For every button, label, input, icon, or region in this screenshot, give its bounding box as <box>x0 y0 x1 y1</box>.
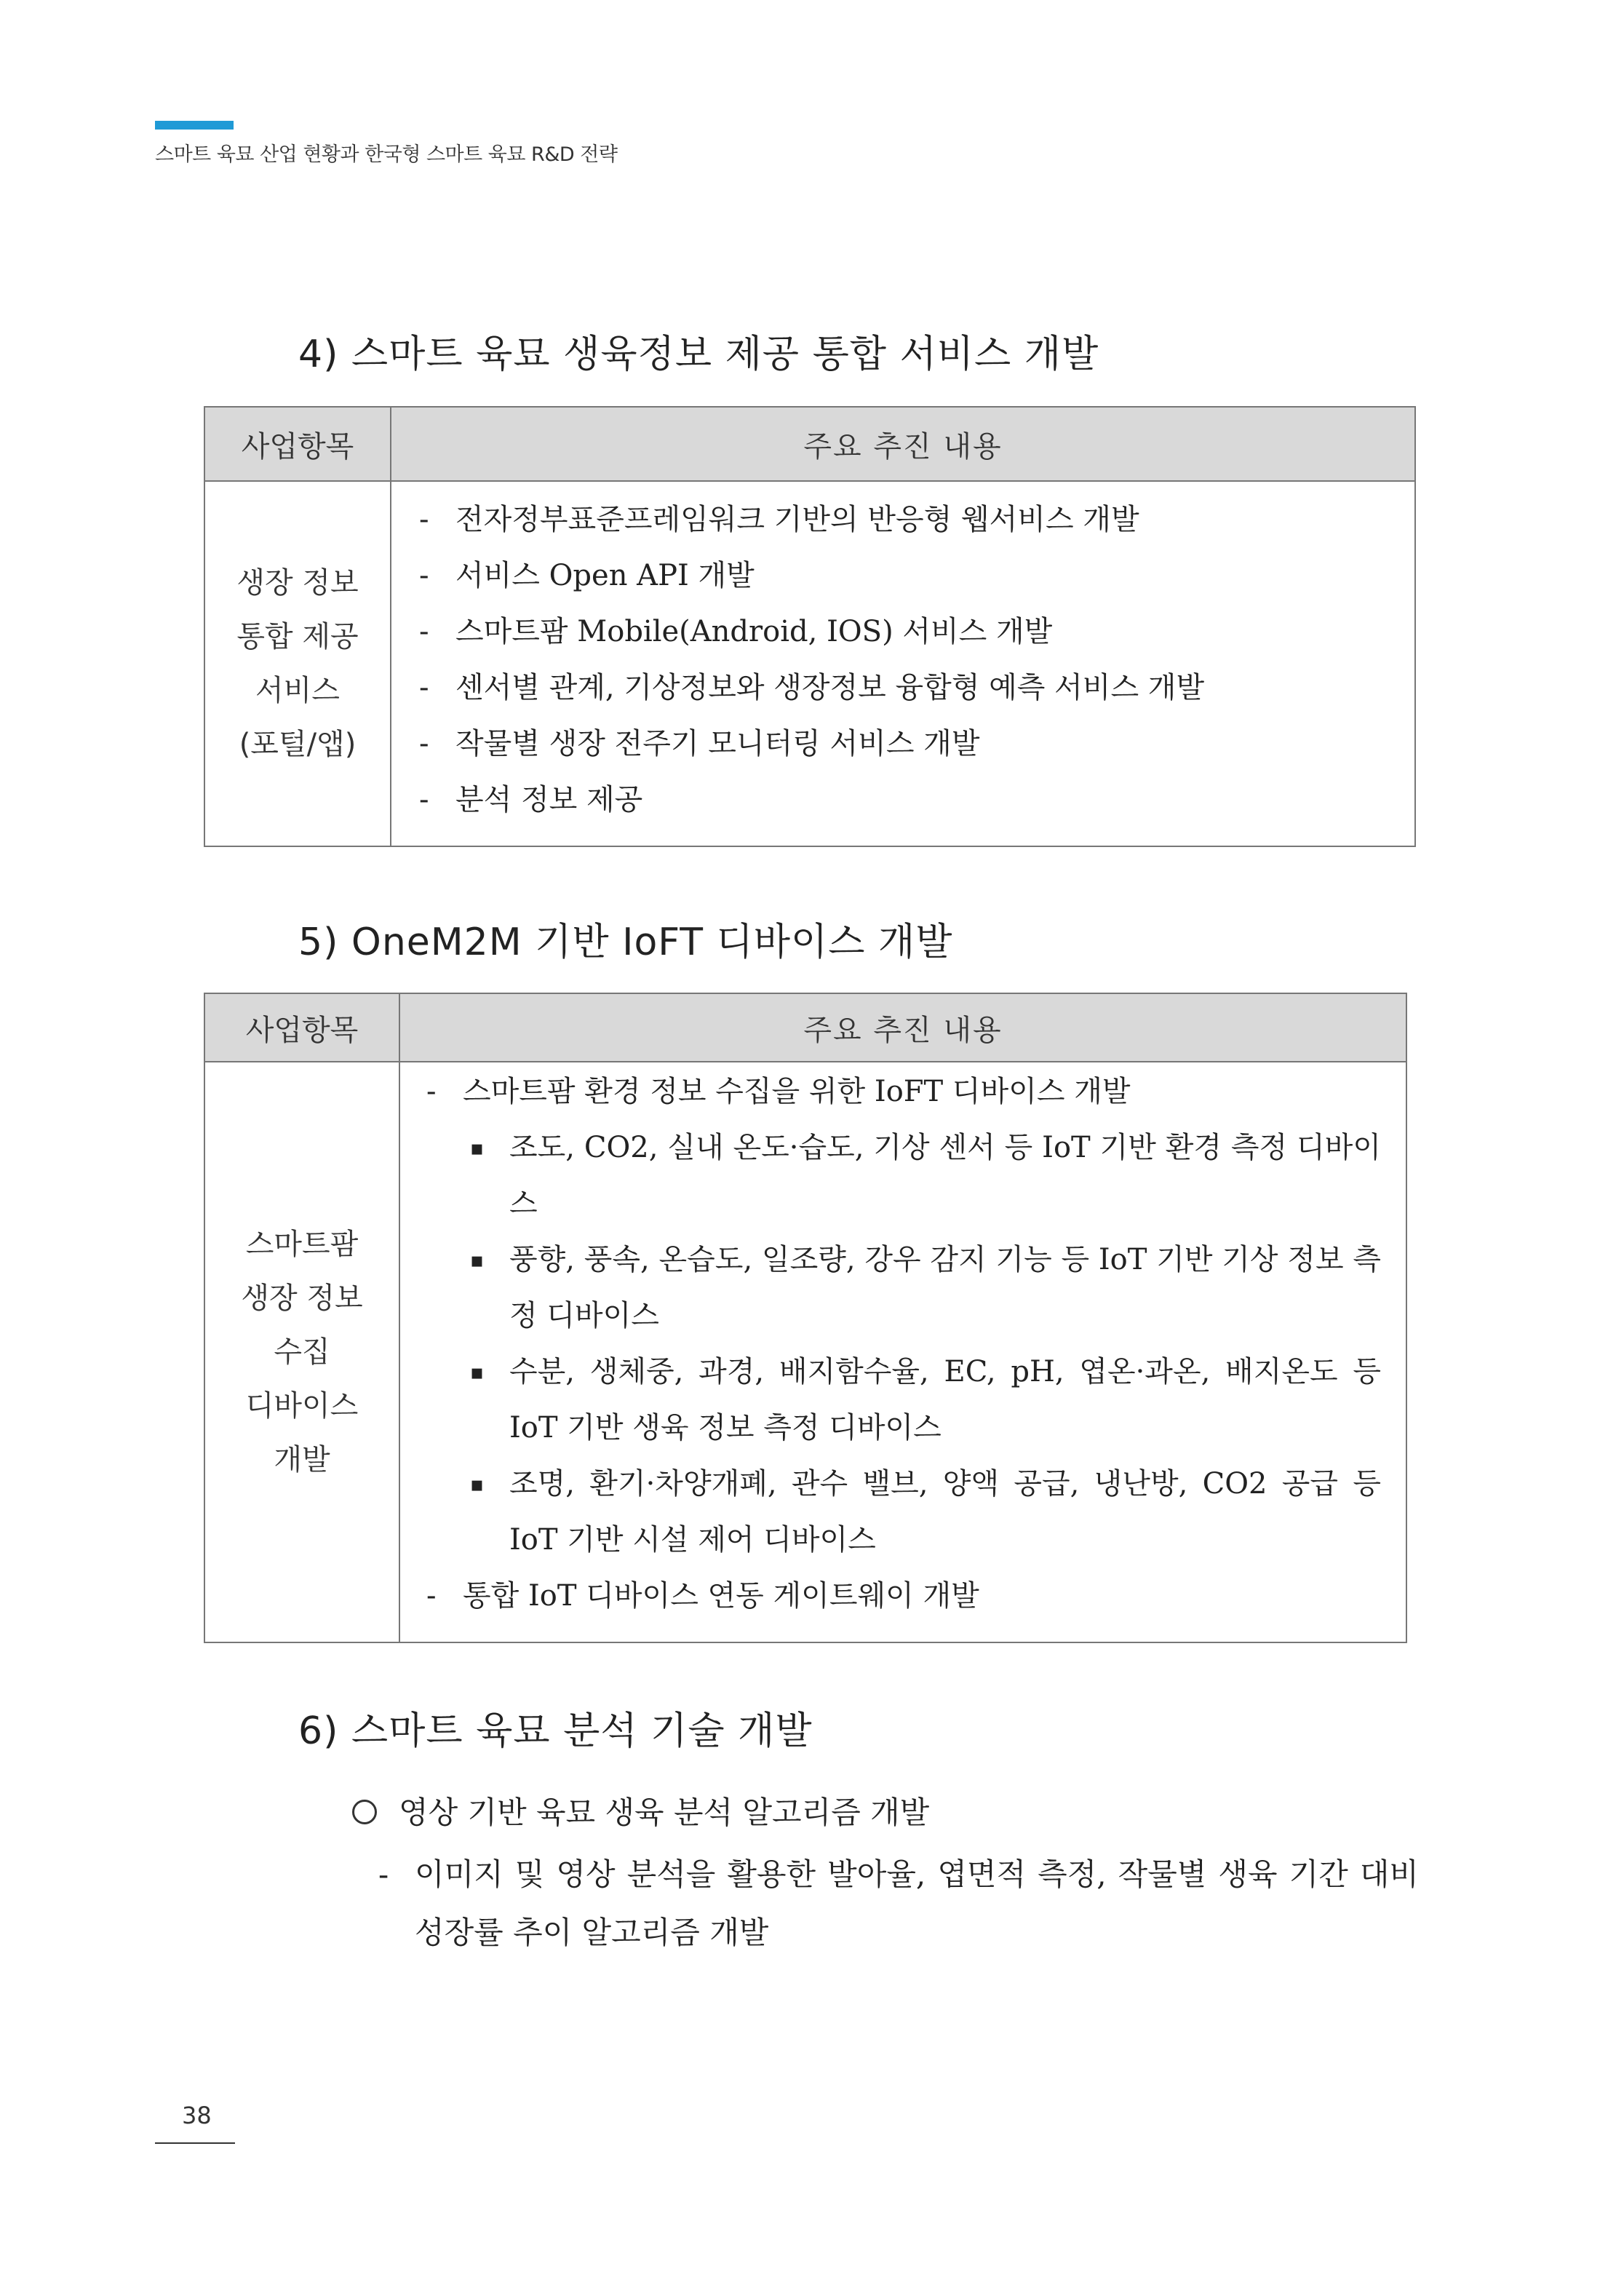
category-cell <box>204 1062 399 1642</box>
circle-bullet-icon <box>352 1800 377 1824</box>
category-line: 서비스 <box>255 674 340 707</box>
header-business-item: 사업항목 <box>204 407 391 481</box>
running-header: 스마트 육묘 산업 현황과 한국형 스마트 육묘 R&D 전략 <box>155 143 618 166</box>
category-line: 디바이스 <box>245 1389 359 1423</box>
content-cell <box>399 1062 1406 1642</box>
category-line: 통합 제공 <box>236 620 359 653</box>
page-number: 38 <box>182 2102 212 2129</box>
dash-paragraph: - 이미지 및 영상 분석을 활용한 발아율, 엽면적 측정, 작물별 생육 기간 대비 성장률 추이 알고리즘 개발 <box>378 1845 1419 1962</box>
category-line: 생장 정보 <box>241 1281 363 1315</box>
sub-list-item: ▪ 풍향, 풍속, 온습도, 일조량, 강우 감지 기능 등 IoT 기반 기상 정보 측정 디바이스 <box>426 1232 1406 1344</box>
category-line: 스마트팜 <box>245 1228 359 1261</box>
list-item: - 서비스 Open API 개발 <box>419 548 1414 604</box>
section-4-table <box>204 406 1416 847</box>
section-4-title: 4) 스마트 육묘 생육정보 제공 통합 서비스 개발 <box>298 333 1099 376</box>
list-item: - 분석 정보 제공 <box>419 772 1414 828</box>
list-item: - 스마트팜 Mobile(Android, IOS) 서비스 개발 <box>419 604 1414 660</box>
circle-item-text: 영상 기반 육묘 생육 분석 알고리즘 개발 <box>399 1795 930 1830</box>
section-5-table <box>204 993 1407 1643</box>
table-header-row <box>204 993 1406 1062</box>
header-business-item: 사업항목 <box>204 993 399 1062</box>
list-item: - 전자정부표준프레임워크 기반의 반응형 웹서비스 개발 <box>419 492 1414 548</box>
footer-rule <box>155 2142 235 2144</box>
list-item: - 스마트팜 환경 정보 수집을 위한 IoFT 디바이스 개발 <box>426 1064 1406 1120</box>
sub-list-item: ▪ 조명, 환기·차양개폐, 관수 밸브, 양액 공급, 냉난방, CO2 공급 등 IoT 기반 시설 제어 디바이스 <box>426 1456 1406 1568</box>
list-item: - 센서별 관계, 기상정보와 생장정보 융합형 예측 서비스 개발 <box>419 660 1414 716</box>
list-item: - 통합 IoT 디바이스 연동 게이트웨이 개발 <box>426 1568 1406 1624</box>
header-main-content: 주요 추진 내용 <box>399 993 1406 1062</box>
header-accent-bar <box>155 121 234 130</box>
content-cell <box>391 481 1415 846</box>
sub-list-item: ▪ 수분, 생체중, 과경, 배지함수율, EC, pH, 엽온·과온, 배지온도 등 IoT 기반 생육 정보 측정 디바이스 <box>426 1344 1406 1456</box>
category-line: (포털/앱) <box>239 728 357 761</box>
category-line: 수집 <box>274 1335 330 1369</box>
table-row <box>204 481 1415 846</box>
table-header-row <box>204 407 1415 481</box>
sub-list-item: ▪ 조도, CO2, 실내 온도·습도, 기상 센서 등 IoT 기반 환경 측정 디바이스 <box>426 1120 1406 1232</box>
section-5-title: 5) OneM2M 기반 IoFT 디바이스 개발 <box>298 921 953 964</box>
category-line: 생장 정보 <box>236 566 359 600</box>
category-cell <box>204 481 391 846</box>
circle-item <box>352 1789 929 1832</box>
header-main-content: 주요 추진 내용 <box>391 407 1415 481</box>
section-6-title: 6) 스마트 육묘 분석 기술 개발 <box>298 1709 813 1753</box>
category-line: 개발 <box>274 1443 330 1477</box>
table-row <box>204 1062 1406 1642</box>
list-item: - 작물별 생장 전주기 모니터링 서비스 개발 <box>419 716 1414 772</box>
